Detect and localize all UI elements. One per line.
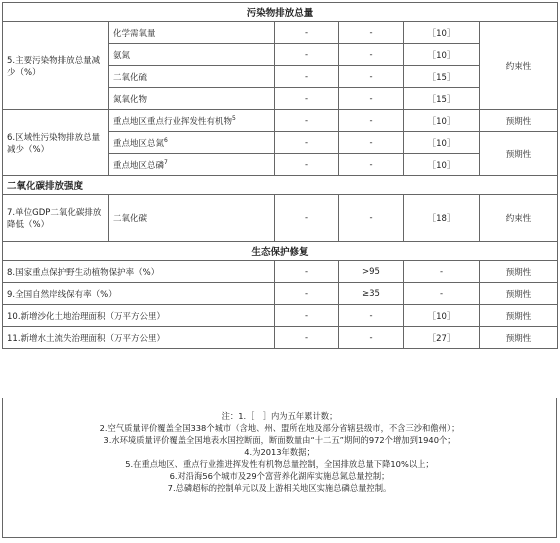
footnote-1: 注：1.［ ］内为五年累计数； bbox=[221, 411, 338, 421]
cell-target: - bbox=[404, 283, 480, 305]
section-header-pollutant: 污染物排放总量 bbox=[3, 3, 558, 22]
cell-value: - bbox=[339, 195, 404, 242]
attribute-cell: 预期性 bbox=[480, 261, 558, 283]
cell-target: ［15］ bbox=[404, 88, 480, 110]
item-name bbox=[109, 132, 275, 154]
cell-value: - bbox=[339, 88, 404, 110]
attribute-cell: 预期性 bbox=[480, 327, 558, 349]
table-row bbox=[3, 195, 558, 242]
item-name bbox=[109, 154, 275, 176]
indicator-label: 6.区域性污染物排放总量减少（%） bbox=[3, 110, 109, 176]
cell-value: - bbox=[275, 88, 339, 110]
indicator-label: 9.全国自然岸线保有率（%） bbox=[3, 283, 275, 305]
cell-target: ［10］ bbox=[404, 132, 480, 154]
cell-value: - bbox=[339, 132, 404, 154]
footnote-2: 2.空气质量评价覆盖全国338个城市（含地、州、盟所在地及部分省辖县级市，不含三沙和儋州）； bbox=[99, 423, 460, 433]
item-name-text: 重点地区重点行业挥发性有机物 bbox=[113, 116, 233, 127]
cell-value: - bbox=[339, 44, 404, 66]
cell-target: ［15］ bbox=[404, 66, 480, 88]
cell-target: - bbox=[404, 261, 480, 283]
item-name: 二氧化碳 bbox=[109, 195, 275, 242]
cell-value: - bbox=[275, 110, 339, 132]
cell-value: - bbox=[339, 154, 404, 176]
cell-value: - bbox=[339, 66, 404, 88]
footnote-7: 7.总磷超标的控制单元以及上游相关地区实施总磷总量控制。 bbox=[167, 483, 392, 493]
cell-value: - bbox=[275, 154, 339, 176]
table-row bbox=[3, 22, 558, 44]
indicator-label: 7.单位GDP二氧化碳排放降低（%） bbox=[3, 195, 109, 242]
cell-value: - bbox=[275, 44, 339, 66]
attribute-cell: 约束性 bbox=[480, 195, 558, 242]
cell-target: ［10］ bbox=[404, 44, 480, 66]
footnote-3: 3.水环境质量评价覆盖全国地表水国控断面，断面数量由“十二五”期间的972个增加到1940个； bbox=[103, 435, 456, 445]
cell-target: ［10］ bbox=[404, 22, 480, 44]
cell-value: - bbox=[275, 283, 339, 305]
cell-target: ［10］ bbox=[404, 154, 480, 176]
cell-value: - bbox=[339, 22, 404, 44]
indicator-table bbox=[2, 2, 558, 349]
cell-value: - bbox=[275, 66, 339, 88]
footnote-6: 6.对沿海56个城市及29个富营养化湖库实施总氮总量控制； bbox=[169, 471, 390, 481]
attribute-cell: 预期性 bbox=[480, 283, 558, 305]
indicator-label: 8.国家重点保护野生动植物保护率（%） bbox=[3, 261, 275, 283]
cell-value: - bbox=[339, 110, 404, 132]
cell-value: - bbox=[275, 195, 339, 242]
table-row bbox=[3, 283, 558, 305]
attribute-cell: 预期性 bbox=[480, 132, 558, 176]
item-name-text: 重点地区总磷 bbox=[113, 160, 165, 171]
cell-target: ［10］ bbox=[404, 110, 480, 132]
item-name: 氮氧化物 bbox=[109, 88, 275, 110]
cell-value: ≥35 bbox=[339, 283, 404, 305]
cell-value: - bbox=[339, 305, 404, 327]
section-header-eco: 生态保护修复 bbox=[3, 242, 558, 261]
cell-value: - bbox=[275, 22, 339, 44]
footnote-4: 4.为2013年数据； bbox=[244, 447, 315, 457]
cell-value: - bbox=[275, 305, 339, 327]
footnote-ref: 5 bbox=[232, 114, 236, 122]
item-name bbox=[109, 110, 275, 132]
cell-target: ［10］ bbox=[404, 305, 480, 327]
table-row bbox=[3, 261, 558, 283]
table-row bbox=[3, 327, 558, 349]
footnote-ref: 6 bbox=[164, 136, 168, 144]
cell-value: - bbox=[275, 261, 339, 283]
cell-value: - bbox=[275, 327, 339, 349]
section-header-carbon: 二氧化碳排放强度 bbox=[3, 176, 558, 195]
item-name-text: 重点地区总氮 bbox=[113, 138, 165, 149]
attribute-cell: 预期性 bbox=[480, 305, 558, 327]
table-row bbox=[3, 110, 558, 132]
footnote-ref: 7 bbox=[164, 158, 168, 166]
cell-target: ［18］ bbox=[404, 195, 480, 242]
footnote-5: 5.在重点地区、重点行业推进挥发性有机物总量控制，全国排放总量下降10%以上； bbox=[125, 459, 434, 469]
indicator-label: 5.主要污染物排放总量减少（%） bbox=[3, 22, 109, 110]
cell-target: ［27］ bbox=[404, 327, 480, 349]
item-name: 氨氮 bbox=[109, 44, 275, 66]
indicator-label: 11.新增水土流失治理面积（万平方公里） bbox=[3, 327, 275, 349]
indicator-label: 10.新增沙化土地治理面积（万平方公里） bbox=[3, 305, 275, 327]
cell-value: - bbox=[275, 132, 339, 154]
footnotes bbox=[2, 398, 557, 538]
table-row bbox=[3, 305, 558, 327]
attribute-cell: 约束性 bbox=[480, 22, 558, 110]
attribute-cell: 预期性 bbox=[480, 110, 558, 132]
cell-value: - bbox=[339, 327, 404, 349]
item-name: 二氧化硫 bbox=[109, 66, 275, 88]
item-name: 化学需氧量 bbox=[109, 22, 275, 44]
cell-value: >95 bbox=[339, 261, 404, 283]
